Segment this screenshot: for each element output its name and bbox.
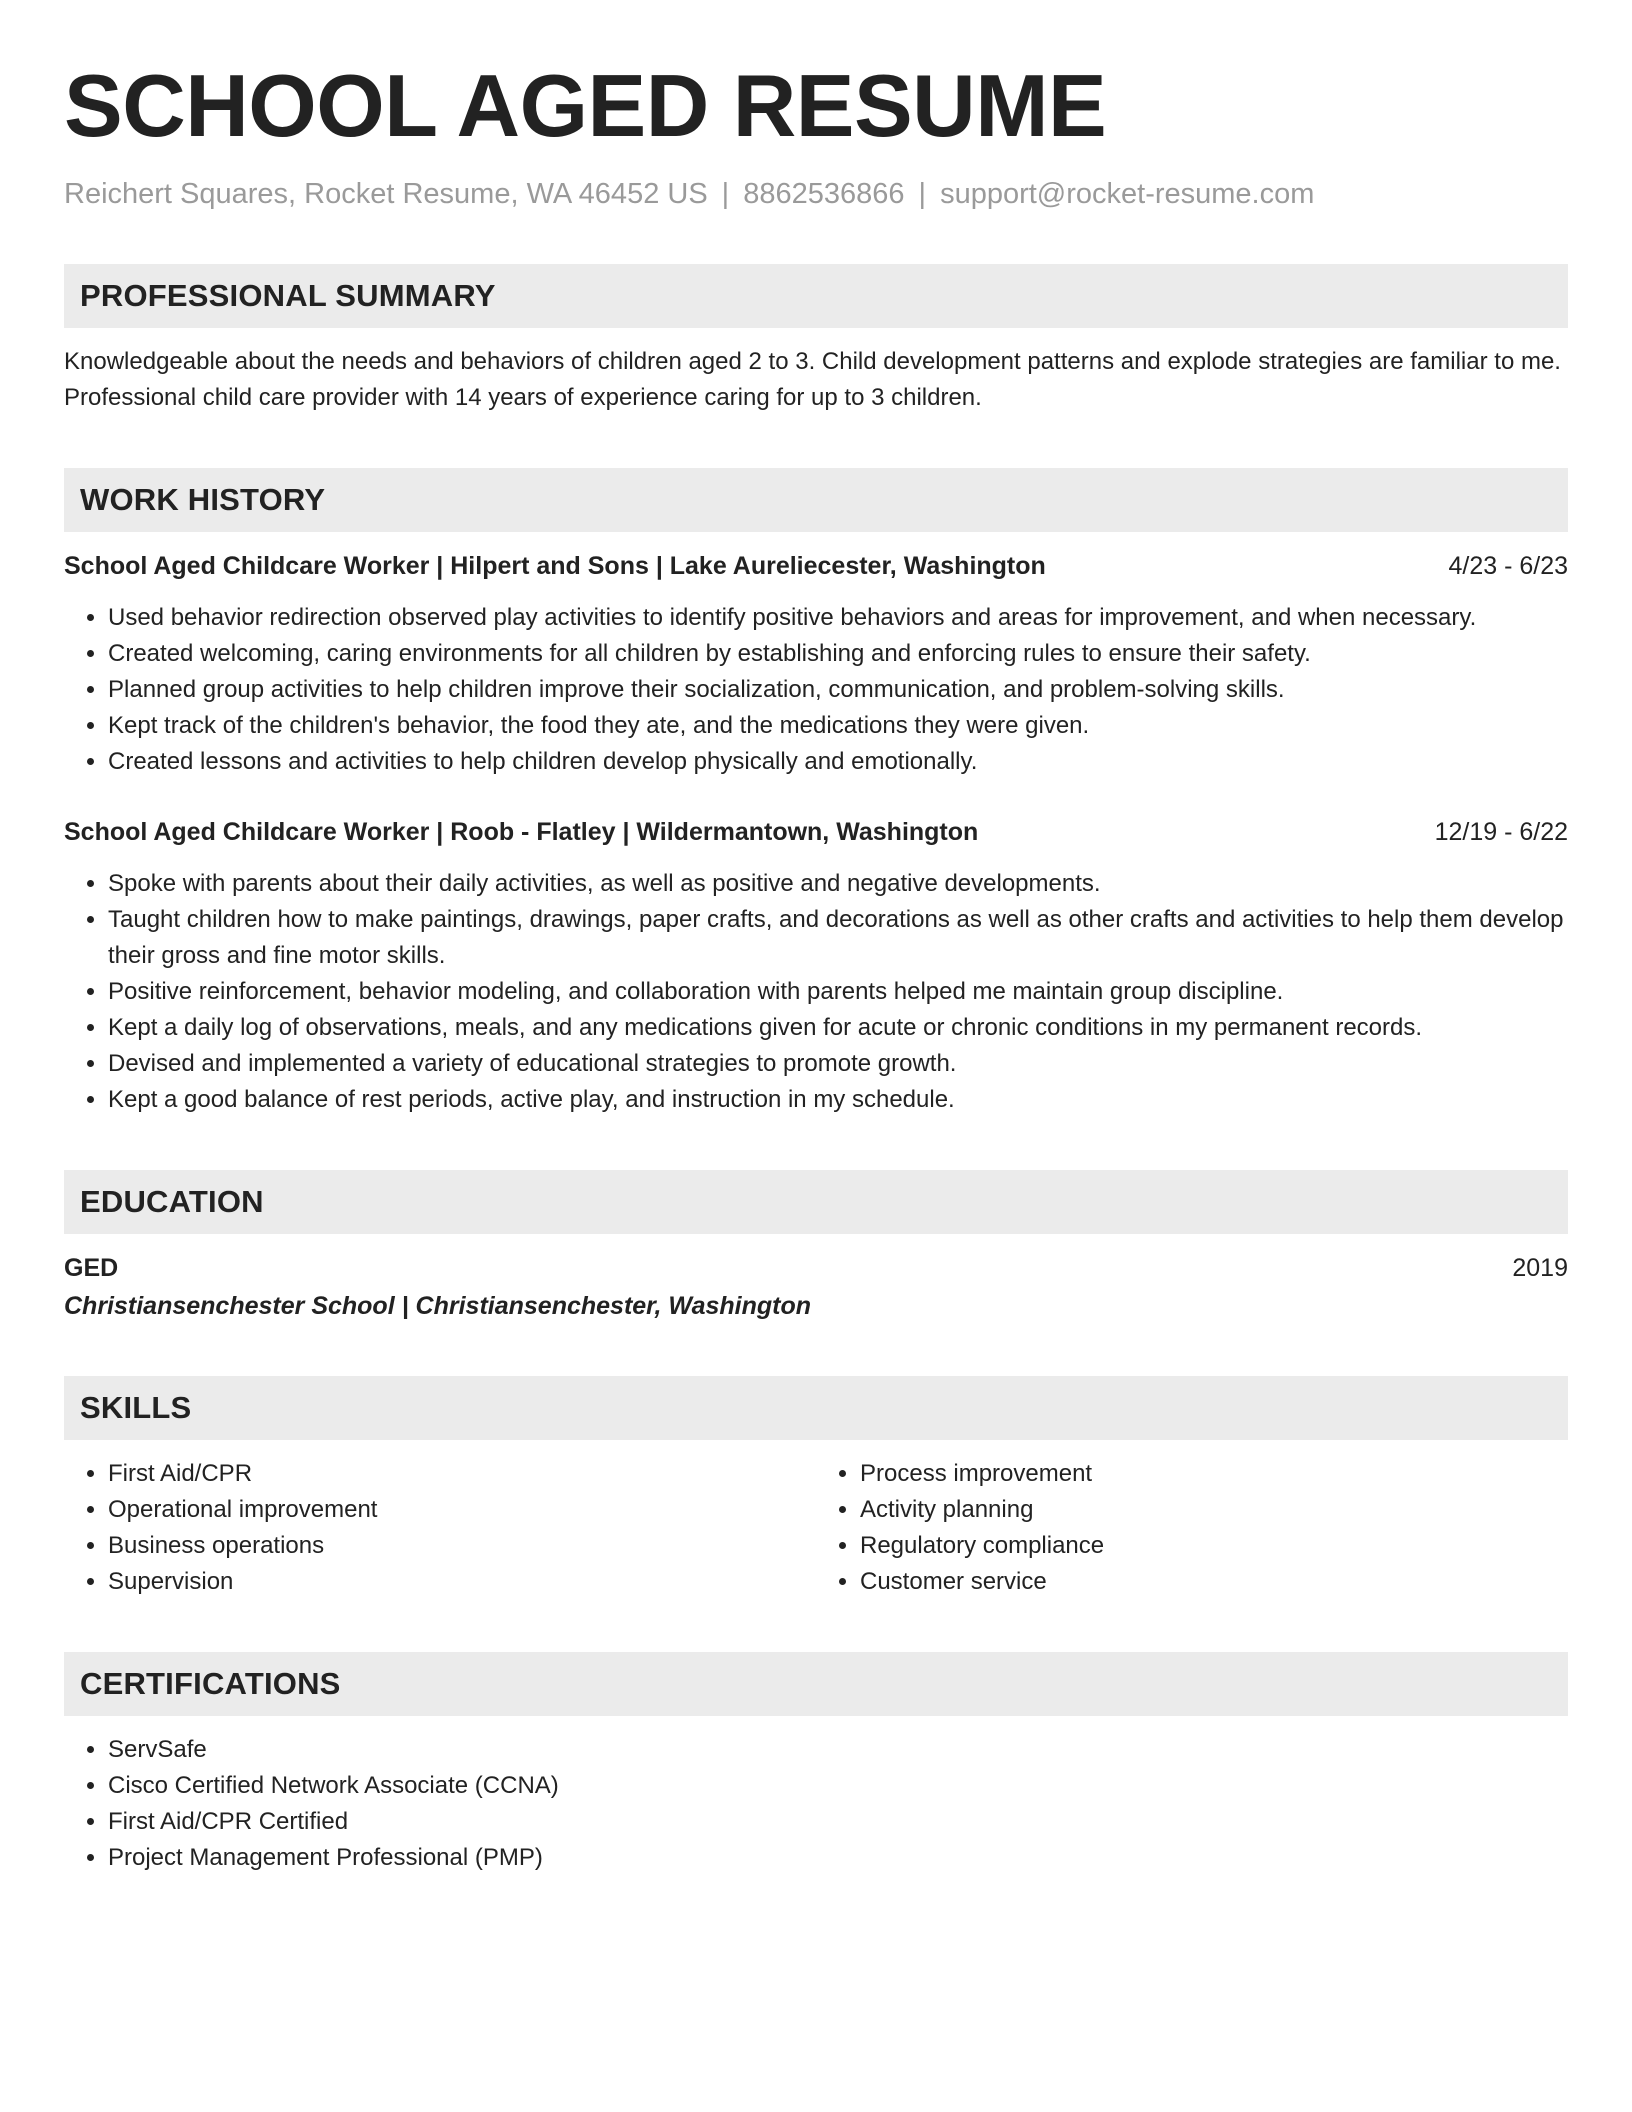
- section-header-summary: PROFESSIONAL SUMMARY: [64, 264, 1568, 328]
- skill-item: • Supervision: [108, 1564, 816, 1600]
- contact-email: support@rocket-resume.com: [940, 178, 1315, 210]
- job-bullet: • Planned group activities to help children improve their socialization, communication, and problem-solving skills.: [108, 672, 1568, 708]
- contact-line: [64, 176, 1568, 212]
- job-dates: 4/23 - 6/23: [1448, 552, 1568, 580]
- section-header-education: EDUCATION: [64, 1170, 1568, 1234]
- skill-item: • Business operations: [108, 1528, 816, 1564]
- skills-grid: [64, 1456, 1568, 1600]
- certifications-list: [64, 1732, 1568, 1876]
- skill-item: • First Aid/CPR: [108, 1456, 816, 1492]
- education-year: 2019: [1512, 1254, 1568, 1282]
- resume-name: SCHOOL AGED RESUME: [64, 56, 1107, 155]
- job-entry: [64, 548, 1568, 780]
- job-title: School Aged Childcare Worker | Hilpert and Sons | Lake Aureliecester, Washington: [64, 552, 1046, 580]
- job-bullet: • Devised and implemented a variety of educational strategies to promote growth.: [108, 1046, 1568, 1082]
- contact-separator: |: [918, 178, 927, 210]
- skills-column-right: [816, 1456, 1568, 1600]
- job-bullet: • Kept a daily log of observations, meals, and any medications given for acute or chronic conditions in my permanent records.: [108, 1010, 1568, 1046]
- job-bullets: [64, 866, 1568, 1118]
- skill-item: • Regulatory compliance: [860, 1528, 1568, 1564]
- certification-item: • Project Management Professional (PMP): [108, 1840, 1568, 1876]
- section-header-certifications: CERTIFICATIONS: [64, 1652, 1568, 1716]
- job-title: School Aged Childcare Worker | Roob - Flatley | Wildermantown, Washington: [64, 818, 979, 846]
- job-bullet: • Used behavior redirection observed play activities to identify positive behaviors and areas for improvement, and when necessary.: [108, 600, 1568, 636]
- skill-item: • Activity planning: [860, 1492, 1568, 1528]
- certification-item: • Cisco Certified Network Associate (CCNA): [108, 1768, 1568, 1804]
- contact-address: Reichert Squares, Rocket Resume, WA 46452 US: [64, 178, 708, 210]
- section-header-work-history: WORK HISTORY: [64, 468, 1568, 532]
- job-entry: [64, 814, 1568, 1118]
- section-header-skills: SKILLS: [64, 1376, 1568, 1440]
- job-dates: 12/19 - 6/22: [1434, 818, 1568, 846]
- education-entry: [64, 1250, 1568, 1324]
- job-header: [64, 814, 1568, 850]
- job-bullet: • Kept track of the children's behavior, the food they ate, and the medications they were given.: [108, 708, 1568, 744]
- job-bullet: • Spoke with parents about their daily activities, as well as positive and negative developments.: [108, 866, 1568, 902]
- certification-item: • First Aid/CPR Certified: [108, 1804, 1568, 1840]
- skill-item: • Customer service: [860, 1564, 1568, 1600]
- summary-text: Knowledgeable about the needs and behaviors of children aged 2 to 3. Child development patterns and explode strategies are familiar to me. Professional child care provider with 14 years of experience caring for up to 3 children.: [64, 348, 1561, 411]
- certification-item: • ServSafe: [108, 1732, 1568, 1768]
- skills-column-left: [64, 1456, 816, 1600]
- job-bullet: • Created lessons and activities to help children develop physically and emotionally.: [108, 744, 1568, 780]
- job-header: [64, 548, 1568, 584]
- education-degree: GED: [64, 1254, 119, 1282]
- contact-separator: |: [721, 178, 730, 210]
- job-bullets: [64, 600, 1568, 780]
- skill-item: • Operational improvement: [108, 1492, 816, 1528]
- job-bullet: • Kept a good balance of rest periods, active play, and instruction in my schedule.: [108, 1082, 1568, 1118]
- skill-item: • Process improvement: [860, 1456, 1568, 1492]
- contact-phone: 8862536866: [743, 178, 905, 210]
- education-school: Christiansenchester School | Christiansenchester, Washington: [64, 1292, 811, 1320]
- job-bullet: • Taught children how to make paintings, drawings, paper crafts, and decorations as well as other crafts and activities to help them develop their gross and fine motor skills.: [108, 902, 1568, 974]
- certifications-list-wrapper: [64, 1732, 1568, 1876]
- education-header: [64, 1250, 1568, 1286]
- job-bullet: • Positive reinforcement, behavior modeling, and collaboration with parents helped me maintain group discipline.: [108, 974, 1568, 1010]
- job-bullet: • Created welcoming, caring environments for all children by establishing and enforcing rules to ensure their safety.: [108, 636, 1568, 672]
